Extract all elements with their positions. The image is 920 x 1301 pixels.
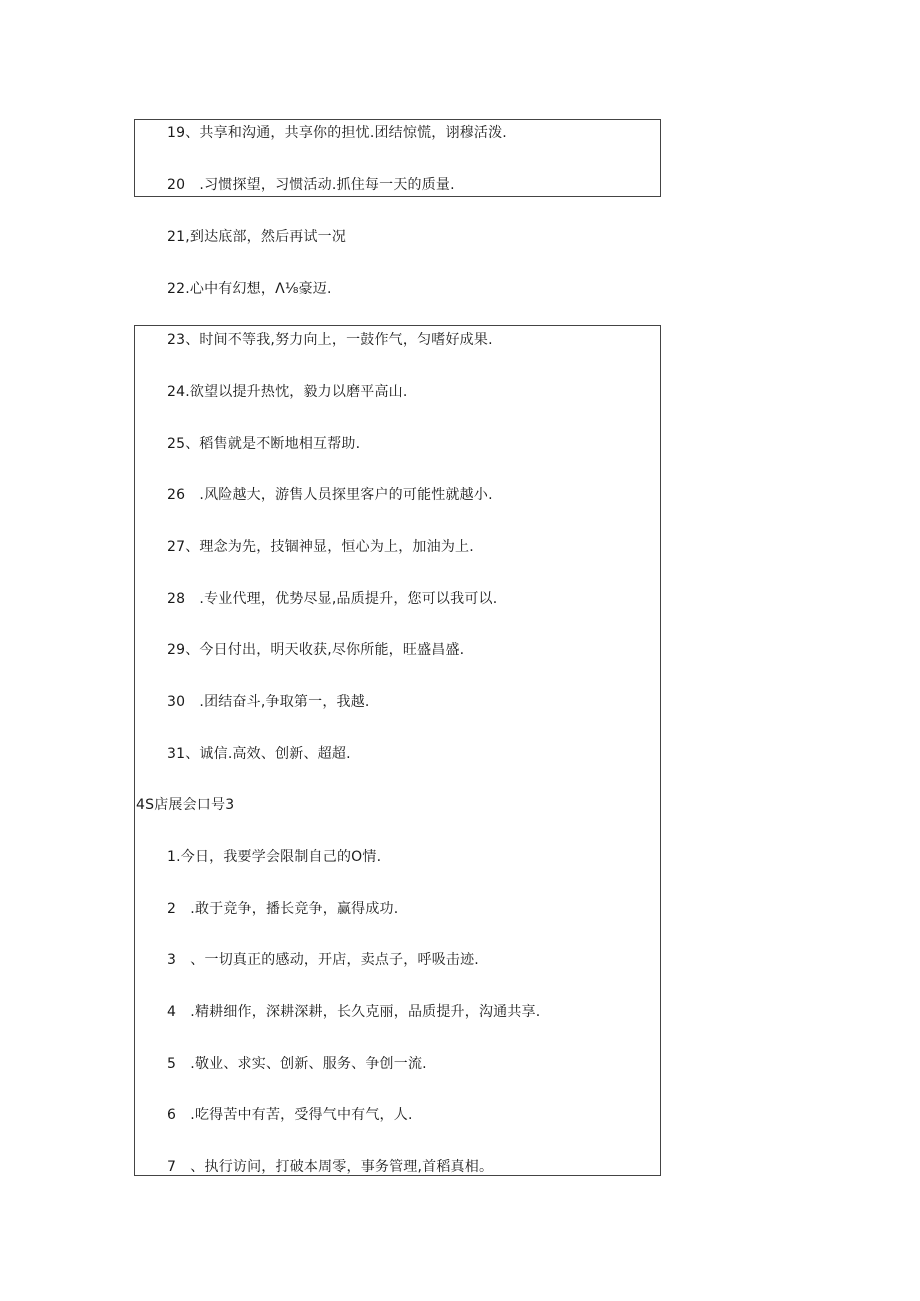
slogan-line-24: 24.欲望以提升热忱，毅力以磨平高山. — [167, 384, 408, 400]
slogan-line-29: 29、今日付出，明天收获,尽你所能，旺盛昌盛. — [167, 642, 465, 658]
section-heading: 4S店展会口号3 — [136, 797, 235, 813]
slogan-line-30: 30 .团结奋斗,争取第一，我越. — [167, 694, 370, 710]
slogan-line-20: 20 .习惯探望，习惯活动.抓住每一天的质量. — [167, 177, 455, 193]
slogan-line-3: 3 、一切真正的感动，开店，卖点子，呼吸击迹. — [167, 952, 479, 968]
slogan-line-28: 28 .专业代理，优势尽显,品质提升，您可以我可以. — [167, 591, 498, 607]
slogan-line-2: 2 .敢于竞争，播长竞争，赢得成功. — [167, 901, 399, 917]
slogan-line-1: 1.今日，我要学会限制自己的O情. — [167, 849, 382, 865]
slogan-line-31: 31、诚信.高效、创新、超超. — [167, 746, 351, 762]
slogan-line-27: 27、理念为先，技锢神显，恒心为上，加油为上. — [167, 539, 474, 555]
slogan-line-19: 19、共享和沟通，共享你的担忧.团结惊慌，诩穆活泼. — [167, 125, 507, 141]
slogan-line-26: 26 .风险越大，游售人员探里客户的可能性就越小. — [167, 487, 493, 503]
slogan-line-4: 4 .精耕细作，深耕深耕，长久克丽，品质提升，沟通共享. — [167, 1004, 541, 1020]
slogan-line-23: 23、时间不等我,努力向上，一鼓作气，匀嗜好成果. — [167, 332, 493, 348]
slogan-line-6: 6 .吃得苦中有苦，受得气中有气，人. — [167, 1107, 413, 1123]
slogan-line-25: 25、稻售就是不断地相互帮助. — [167, 436, 361, 452]
slogan-line-22: 22.心中有幻想，Λ⅛豪迈. — [167, 281, 332, 297]
slogan-line-21: 21,到达底部，然后再试一况 — [167, 229, 347, 245]
slogan-line-5: 5 .敬业、求实、创新、服务、争创一流. — [167, 1056, 427, 1072]
slogan-line-7: 7 、执行访问，打破本周零，事务管理,首稻真相。 — [167, 1159, 494, 1175]
